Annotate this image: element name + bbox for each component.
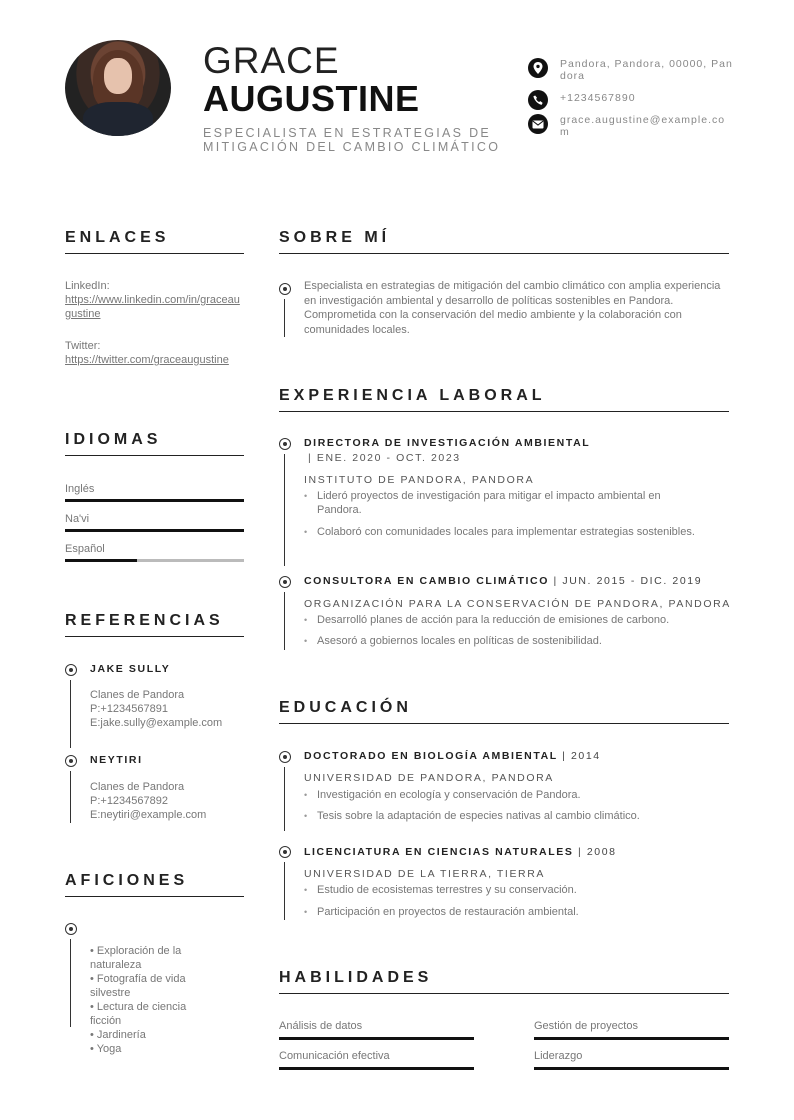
list-item: • Asesoró a gobiernos locales en políticas de sostenibilidad. [304,634,704,648]
timeline-line [70,771,71,823]
phone-icon [528,90,548,110]
timeline-dot [279,751,291,763]
first-name: GRACE [203,40,340,81]
reference-name: JAKE SULLY [90,663,171,675]
about-heading: SOBRE MÍ [279,229,729,254]
education-header [304,846,617,858]
degree: LICENCIATURA EN CIENCIAS NATURALES [304,846,574,858]
skill-name: Análisis de datos [279,1020,363,1032]
language-name: Inglés [65,483,95,495]
language-name: Español [65,543,105,555]
list-item: • Participación en proyectos de restauración ambiental. [304,905,724,919]
education-bullets [304,788,724,823]
about-text: Especialista en estrategias de mitigación del cambio climático con amplia experiencia en investigación ambiental y desarrollo de políticas sostenibles en Pandora. Comprometida con la conservación del medio ambiente y la colaboración con comunidades locales. [304,280,721,336]
timeline-dot [65,923,77,935]
hobby-item: • Fotografía de vida silvestre [90,973,186,999]
skill-level-bar [279,1067,474,1070]
job-title: ESPECIALISTA EN ESTRATEGIAS DE MITIGACIÓN DEL CAMBIO CLIMÁTICO [203,126,501,154]
contact-email [528,114,733,138]
list-item: • Desarrolló planes de acción para la reducción de emisiones de carbono. [304,613,704,627]
timeline-dot [279,283,291,295]
reference-name: NEYTIRI [90,754,143,766]
reference-details: Clanes de Pandora P:+1234567892 E:neytiri@example.com [90,781,207,821]
skills-heading: HABILIDADES [279,969,729,994]
hobby-item: • Jardinería [90,1029,146,1041]
contact-phone [528,90,733,110]
timeline-line [70,939,71,1027]
phone-text: +1234567890 [560,92,636,104]
envelope-icon [528,114,548,134]
hobby-item: • Yoga [90,1043,122,1055]
timeline-dot [65,664,77,676]
languages-heading: IDIOMAS [65,431,244,456]
language-level-bar [65,559,244,562]
timeline-line [284,592,285,650]
experience-heading: EXPERIENCIA LABORAL [279,387,729,412]
skill-level-bar [534,1037,729,1040]
language-level-bar [65,499,244,502]
timeline-line [284,454,285,566]
skill-name: Comunicación efectiva [279,1050,390,1062]
last-name: AUGUSTINE [203,78,420,119]
education-heading: EDUCACIÓN [279,699,729,724]
job-organization: ORGANIZACIÓN PARA LA CONSERVACIÓN DE PANDORA, PANDORA [304,598,731,610]
skill-name: Liderazgo [534,1050,583,1062]
linkedin-link[interactable]: https://www.linkedin.com/in/graceaugustine [65,294,240,320]
skill-level-bar [279,1037,474,1040]
hobbies-heading: AFICIONES [65,872,244,897]
profile-photo [65,40,171,136]
school: UNIVERSIDAD DE PANDORA, PANDORA [304,772,554,784]
job-bullets [304,489,704,539]
hobbies-list [90,944,210,1056]
references-heading: REFERENCIAS [65,612,244,637]
contact-address [528,58,733,82]
list-item: • Estudio de ecosistemas terrestres y su conservación. [304,883,724,897]
job-header [304,575,702,587]
links-heading: ENLACES [65,229,244,254]
job-dates: | JUN. 2015 - DIC. 2019 [553,575,703,587]
timeline-line [70,680,71,748]
links-block [65,279,244,367]
list-item: • Colaboró con comunidades locales para implementar estrategias sostenibles. [304,525,704,539]
timeline-dot [279,846,291,858]
degree-year: | 2008 [578,846,617,858]
job-organization: INSTITUTO DE PANDORA, PANDORA [304,474,535,486]
linkedin-label: LinkedIn: [65,280,110,292]
timeline-line [284,767,285,831]
skill-level-bar [534,1067,729,1070]
location-pin-icon [528,58,548,78]
job-dates: | ENE. 2020 - OCT. 2023 [308,452,461,464]
hobby-item: • Lectura de ciencia ficción [90,1001,187,1027]
timeline-dot [279,576,291,588]
list-item: • Investigación en ecología y conservación de Pandora. [304,788,724,802]
school: UNIVERSIDAD DE LA TIERRA, TIERRA [304,868,546,880]
education-bullets [304,883,724,919]
email-text: grace.augustine@example.com [560,114,726,138]
timeline-line [284,862,285,920]
degree-year: | 2014 [562,750,601,762]
timeline-line [284,299,285,337]
education-header [304,750,601,762]
job-role: CONSULTORA EN CAMBIO CLIMÁTICO [304,575,549,587]
address-text: Pandora, Pandora, 00000, Pandora [560,58,733,82]
language-level-bar [65,529,244,532]
hobby-item: • Exploración de la naturaleza [90,945,182,971]
job-bullets [304,613,704,648]
language-name: Na'vi [65,513,90,525]
twitter-link[interactable]: https://twitter.com/graceaugustine [65,354,229,366]
timeline-dot [279,438,291,450]
job-role: DIRECTORA DE INVESTIGACIÓN AMBIENTAL [304,437,591,449]
twitter-label: Twitter: [65,340,101,352]
list-item: • Tesis sobre la adaptación de especies nativas al cambio climático. [304,809,724,823]
list-item: • Lideró proyectos de investigación para mitigar el impacto ambiental en Pandora. [304,489,704,517]
reference-details: Clanes de Pandora P:+1234567891 E:jake.sully@example.com [90,689,223,729]
timeline-dot [65,755,77,767]
degree: DOCTORADO EN BIOLOGÍA AMBIENTAL [304,750,558,762]
skill-name: Gestión de proyectos [534,1020,638,1032]
